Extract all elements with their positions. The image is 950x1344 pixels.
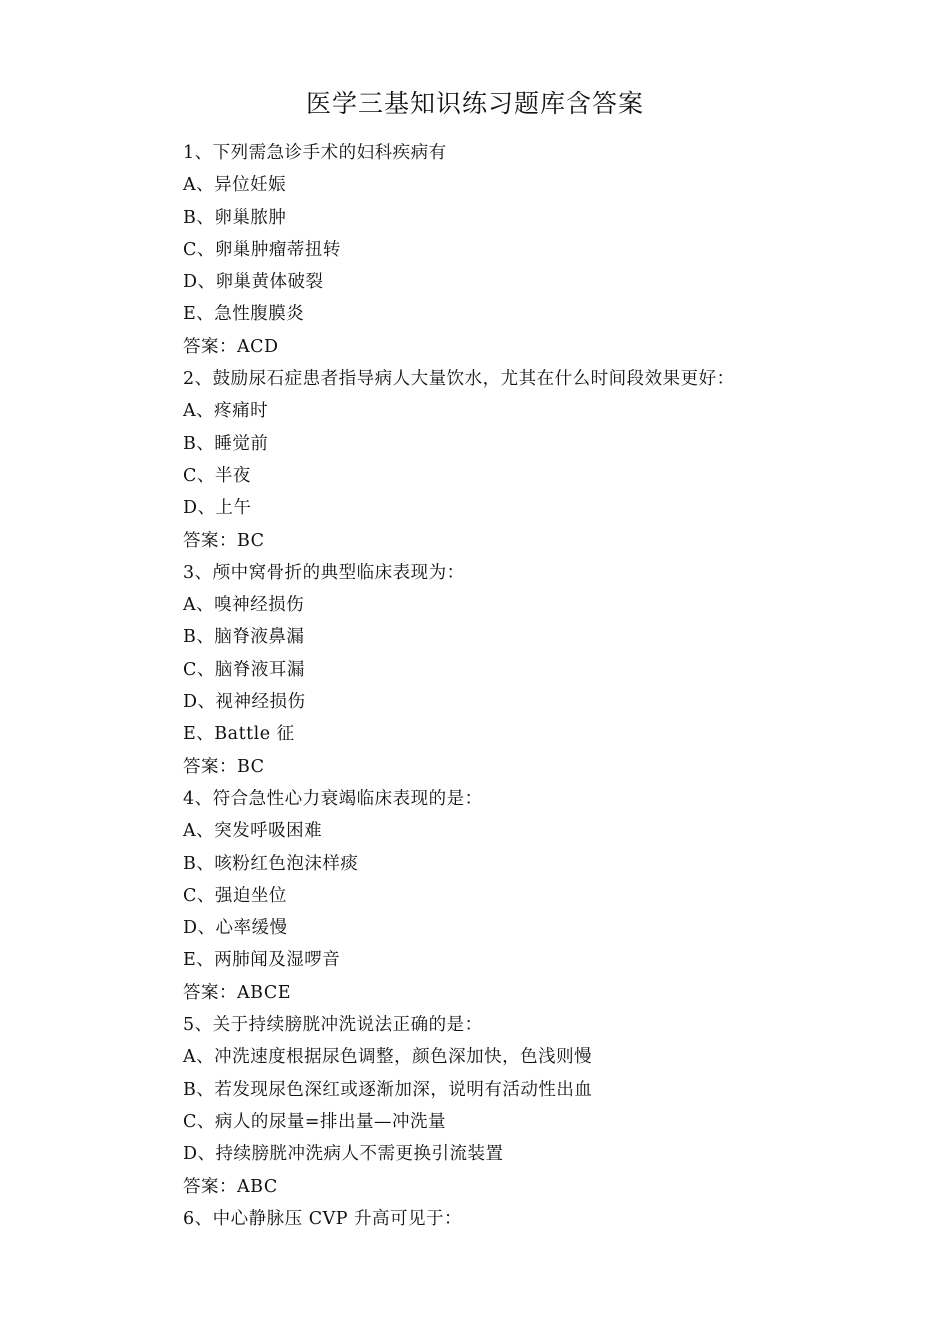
option: B、若发现尿色深红或逐渐加深，说明有活动性出血 — [183, 1079, 593, 1100]
option: D、心率缓慢 — [183, 918, 288, 939]
answer: 答案：ACD — [183, 336, 279, 357]
option: E、急性腹膜炎 — [183, 304, 305, 325]
option: D、上午 — [183, 498, 252, 519]
option: A、疼痛时 — [183, 401, 269, 422]
question-stem: 2、鼓励尿石症患者指导病人大量饮水，尤其在什么时间段效果更好： — [183, 369, 735, 390]
option: A、突发呼吸困难 — [183, 821, 323, 842]
answer: 答案：ABC — [183, 1176, 278, 1197]
option: A、异位妊娠 — [183, 175, 287, 196]
answer: 答案：ABCE — [183, 982, 291, 1003]
question-stem: 1、下列需急诊手术的妇科疾病有 — [183, 143, 447, 163]
question-stem: 4、符合急性心力衰竭临床表现的是： — [183, 788, 483, 809]
option: C、卵巢肿瘤蒂扭转 — [183, 239, 341, 260]
option: C、半夜 — [183, 465, 251, 486]
option: D、视神经损伤 — [183, 692, 306, 713]
answer: 答案：BC — [183, 756, 265, 777]
option: C、强迫坐位 — [183, 885, 287, 906]
document-title: 医学三基知识练习题库含答案 — [305, 89, 644, 118]
option: C、病人的尿量=排出量—冲洗量 — [183, 1111, 447, 1132]
option: E、两肺闻及湿啰音 — [183, 950, 341, 971]
option: E、Battle 征 — [183, 724, 295, 745]
option: B、睡觉前 — [183, 433, 269, 454]
question-stem: 5、关于持续膀胱冲洗说法正确的是： — [183, 1015, 483, 1036]
option: A、嗅神经损伤 — [183, 595, 305, 616]
option: B、脑脊液鼻漏 — [183, 627, 305, 648]
question-stem: 6、中心静脉压 CVP 升高可见于： — [183, 1208, 463, 1229]
option: B、咳粉红色泡沫样痰 — [183, 853, 359, 874]
question-list — [183, 137, 883, 1235]
option: B、卵巢脓肿 — [183, 207, 287, 228]
answer: 答案：BC — [183, 530, 265, 551]
option: A、冲洗速度根据尿色调整，颜色深加快，色浅则慢 — [183, 1047, 593, 1068]
option: C、脑脊液耳漏 — [183, 659, 305, 680]
question-stem: 3、颅中窝骨折的典型临床表现为： — [183, 562, 465, 583]
option: D、卵巢黄体破裂 — [183, 272, 324, 293]
option: D、持续膀胱冲洗病人不需更换引流装置 — [183, 1144, 504, 1165]
